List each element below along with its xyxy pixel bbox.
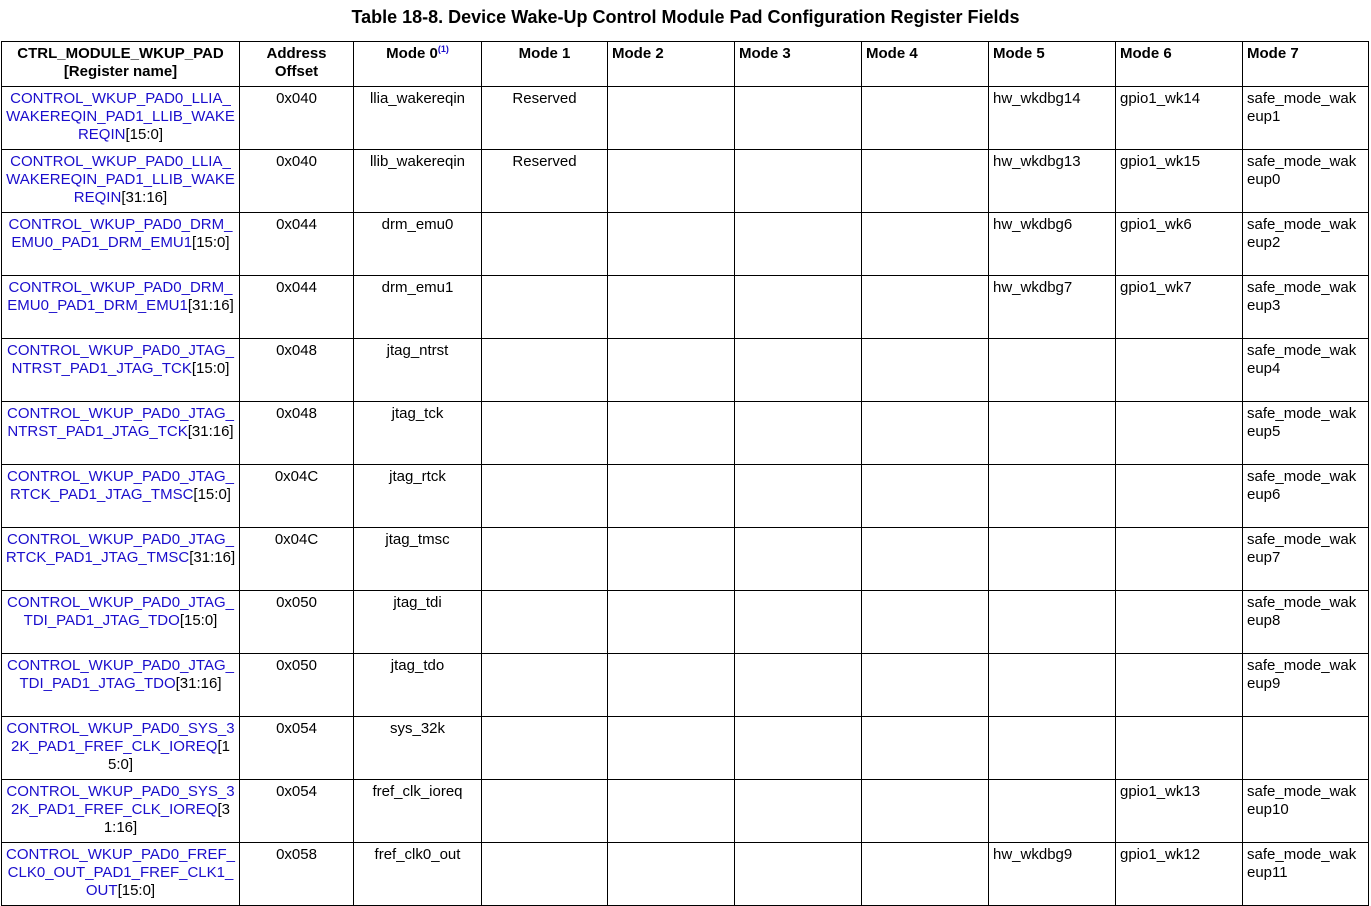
- header-row: [2, 42, 1369, 87]
- mode3-cell: [735, 276, 862, 339]
- register-bits: [15:0]: [117, 882, 156, 899]
- header-mode7: Mode 7: [1243, 42, 1369, 87]
- table-row: [2, 276, 1369, 339]
- header-offset-line1: Address: [266, 45, 327, 62]
- header-register: [2, 42, 240, 87]
- register-link[interactable]: CONTROL_WKUP_PAD0_DRM_EMU0_PAD1_DRM_EMU1: [7, 279, 233, 314]
- footnote-link[interactable]: (1): [437, 44, 449, 54]
- mode2-cell: [608, 843, 735, 906]
- mode4-cell: [862, 402, 989, 465]
- header-offset-line2: Offset: [274, 63, 319, 80]
- mode7-cell: safe_mode_wakeup10: [1243, 780, 1369, 843]
- mode2-cell: [608, 717, 735, 780]
- mode4-cell: [862, 87, 989, 150]
- mode4-cell: [862, 339, 989, 402]
- register-cell: [2, 465, 240, 528]
- mode1-cell: [482, 465, 608, 528]
- mode1-cell: Reserved: [482, 150, 608, 213]
- mode4-cell: [862, 276, 989, 339]
- register-link[interactable]: CONTROL_WKUP_PAD0_JTAG_NTRST_PAD1_JTAG_TCK: [7, 405, 234, 440]
- register-bits: [15:0]: [191, 360, 230, 377]
- table-row: [2, 465, 1369, 528]
- mode3-cell: [735, 339, 862, 402]
- table-row: [2, 402, 1369, 465]
- mode2-cell: [608, 528, 735, 591]
- register-link[interactable]: CONTROL_WKUP_PAD0_JTAG_TDI_PAD1_JTAG_TDO: [7, 657, 234, 692]
- register-cell: [2, 528, 240, 591]
- mode2-cell: [608, 465, 735, 528]
- table-row: [2, 339, 1369, 402]
- mode5-cell: [989, 528, 1116, 591]
- mode7-cell: [1243, 717, 1369, 780]
- register-bits: [31:16]: [175, 675, 222, 692]
- register-link[interactable]: CONTROL_WKUP_PAD0_LLIA_WAKEREQIN_PAD1_LLIB_WAKEREQIN: [6, 153, 235, 206]
- mode0-cell: llib_wakereqin: [354, 150, 482, 213]
- register-cell: [2, 339, 240, 402]
- offset-cell: 0x058: [240, 843, 354, 906]
- register-link[interactable]: CONTROL_WKUP_PAD0_LLIA_WAKEREQIN_PAD1_LLIB_WAKEREQIN: [6, 90, 235, 143]
- mode5-cell: [989, 465, 1116, 528]
- header-offset: [240, 42, 354, 87]
- mode4-cell: [862, 780, 989, 843]
- mode5-cell: hw_wkdbg9: [989, 843, 1116, 906]
- mode0-cell: drm_emu0: [354, 213, 482, 276]
- register-bits: [31:16]: [103, 801, 230, 836]
- mode2-cell: [608, 87, 735, 150]
- header-mode6: Mode 6: [1116, 42, 1243, 87]
- mode7-cell: safe_mode_wakeup9: [1243, 654, 1369, 717]
- register-bits: [15:0]: [193, 486, 231, 503]
- register-link[interactable]: CONTROL_WKUP_PAD0_DRM_EMU0_PAD1_DRM_EMU1: [8, 216, 233, 251]
- offset-cell: 0x054: [240, 717, 354, 780]
- register-bits: [31:16]: [121, 189, 168, 206]
- mode7-cell: safe_mode_wakeup7: [1243, 528, 1369, 591]
- mode0-cell: jtag_tdi: [354, 591, 482, 654]
- mode7-cell: safe_mode_wakeup5: [1243, 402, 1369, 465]
- offset-cell: 0x044: [240, 276, 354, 339]
- register-bits: [15:0]: [179, 612, 218, 629]
- register-bits: [15:0]: [107, 738, 230, 773]
- mode4-cell: [862, 465, 989, 528]
- register-link[interactable]: CONTROL_WKUP_PAD0_SYS_32K_PAD1_FREF_CLK_IOREQ: [6, 783, 235, 818]
- mode6-cell: gpio1_wk12: [1116, 843, 1243, 906]
- table-row: [2, 780, 1369, 843]
- register-link[interactable]: CONTROL_WKUP_PAD0_JTAG_RTCK_PAD1_JTAG_TMSC: [5, 531, 234, 566]
- mode1-cell: [482, 213, 608, 276]
- mode6-cell: [1116, 654, 1243, 717]
- register-link[interactable]: CONTROL_WKUP_PAD0_JTAG_RTCK_PAD1_JTAG_TMSC: [7, 468, 234, 503]
- mode0-cell: sys_32k: [354, 717, 482, 780]
- offset-cell: 0x054: [240, 780, 354, 843]
- mode1-cell: [482, 780, 608, 843]
- offset-cell: 0x048: [240, 402, 354, 465]
- mode5-cell: hw_wkdbg13: [989, 150, 1116, 213]
- mode6-cell: [1116, 465, 1243, 528]
- table-row: [2, 87, 1369, 150]
- mode4-cell: [862, 213, 989, 276]
- mode7-cell: safe_mode_wakeup4: [1243, 339, 1369, 402]
- header-register-line1: CTRL_MODULE_WKUP_PAD: [17, 45, 224, 62]
- mode0-cell: jtag_tdo: [354, 654, 482, 717]
- mode3-cell: [735, 528, 862, 591]
- table-row: [2, 843, 1369, 906]
- register-cell: [2, 591, 240, 654]
- mode2-cell: [608, 654, 735, 717]
- register-cell: [2, 402, 240, 465]
- mode1-cell: [482, 717, 608, 780]
- mode3-cell: [735, 843, 862, 906]
- table-row: [2, 150, 1369, 213]
- mode5-cell: [989, 654, 1116, 717]
- mode6-cell: gpio1_wk6: [1116, 213, 1243, 276]
- mode6-cell: gpio1_wk7: [1116, 276, 1243, 339]
- mode0-cell: jtag_tmsc: [354, 528, 482, 591]
- table-title: Table 18-8. Device Wake-Up Control Module Pad Configuration Register Fields: [351, 7, 1020, 27]
- header-mode2: Mode 2: [608, 42, 735, 87]
- mode1-cell: [482, 843, 608, 906]
- mode1-cell: Reserved: [482, 87, 608, 150]
- mode2-cell: [608, 339, 735, 402]
- mode0-cell: jtag_tck: [354, 402, 482, 465]
- mode0-cell: llia_wakereqin: [354, 87, 482, 150]
- table-row: [2, 717, 1369, 780]
- register-link[interactable]: CONTROL_WKUP_PAD0_FREF_CLK0_OUT_PAD1_FREF_CLK1_OUT: [6, 846, 235, 899]
- pad-config-table: [1, 41, 1369, 906]
- offset-cell: 0x04C: [240, 528, 354, 591]
- mode6-cell: gpio1_wk13: [1116, 780, 1243, 843]
- register-cell: [2, 780, 240, 843]
- register-cell: [2, 150, 240, 213]
- register-bits: [15:0]: [125, 126, 164, 143]
- register-cell: [2, 843, 240, 906]
- mode7-cell: safe_mode_wakeup11: [1243, 843, 1369, 906]
- mode1-cell: [482, 654, 608, 717]
- mode3-cell: [735, 591, 862, 654]
- mode4-cell: [862, 150, 989, 213]
- table-body: [2, 87, 1369, 906]
- mode2-cell: [608, 402, 735, 465]
- mode1-cell: [482, 591, 608, 654]
- register-link[interactable]: CONTROL_WKUP_PAD0_JTAG_NTRST_PAD1_JTAG_TCK: [7, 342, 234, 377]
- header-mode3: Mode 3: [735, 42, 862, 87]
- register-cell: [2, 87, 240, 150]
- header-mode4: Mode 4: [862, 42, 989, 87]
- mode5-cell: [989, 591, 1116, 654]
- mode6-cell: [1116, 528, 1243, 591]
- mode5-cell: [989, 339, 1116, 402]
- register-bits: [31:16]: [187, 297, 234, 314]
- mode0-cell: jtag_ntrst: [354, 339, 482, 402]
- offset-cell: 0x050: [240, 591, 354, 654]
- offset-cell: 0x040: [240, 150, 354, 213]
- header-register-line2: [Register name]: [63, 63, 178, 80]
- mode0-cell: fref_clk_ioreq: [354, 780, 482, 843]
- mode2-cell: [608, 780, 735, 843]
- offset-cell: 0x044: [240, 213, 354, 276]
- mode3-cell: [735, 465, 862, 528]
- mode3-cell: [735, 717, 862, 780]
- register-cell: [2, 654, 240, 717]
- mode3-cell: [735, 402, 862, 465]
- mode5-cell: hw_wkdbg6: [989, 213, 1116, 276]
- offset-cell: 0x048: [240, 339, 354, 402]
- register-bits: [31:16]: [187, 423, 234, 440]
- mode4-cell: [862, 528, 989, 591]
- mode7-cell: safe_mode_wakeup6: [1243, 465, 1369, 528]
- register-link[interactable]: CONTROL_WKUP_PAD0_JTAG_TDI_PAD1_JTAG_TDO: [7, 594, 234, 629]
- mode5-cell: [989, 402, 1116, 465]
- mode6-cell: [1116, 339, 1243, 402]
- mode6-cell: gpio1_wk14: [1116, 87, 1243, 150]
- offset-cell: 0x050: [240, 654, 354, 717]
- mode3-cell: [735, 780, 862, 843]
- mode7-cell: safe_mode_wakeup8: [1243, 591, 1369, 654]
- mode7-cell: safe_mode_wakeup0: [1243, 150, 1369, 213]
- mode4-cell: [862, 717, 989, 780]
- mode6-cell: gpio1_wk15: [1116, 150, 1243, 213]
- mode0-cell: jtag_rtck: [354, 465, 482, 528]
- register-cell: [2, 717, 240, 780]
- mode1-cell: [482, 528, 608, 591]
- mode7-cell: safe_mode_wakeup1: [1243, 87, 1369, 150]
- mode1-cell: [482, 339, 608, 402]
- mode6-cell: [1116, 591, 1243, 654]
- register-bits: [31:16]: [189, 549, 236, 566]
- mode5-cell: hw_wkdbg7: [989, 276, 1116, 339]
- header-mode0: [354, 42, 482, 87]
- mode4-cell: [862, 654, 989, 717]
- mode3-cell: [735, 87, 862, 150]
- table-row: [2, 213, 1369, 276]
- mode2-cell: [608, 213, 735, 276]
- header-mode5: Mode 5: [989, 42, 1116, 87]
- mode2-cell: [608, 150, 735, 213]
- mode2-cell: [608, 591, 735, 654]
- register-link[interactable]: CONTROL_WKUP_PAD0_SYS_32K_PAD1_FREF_CLK_IOREQ: [6, 720, 235, 755]
- table-row: [2, 591, 1369, 654]
- offset-cell: 0x04C: [240, 465, 354, 528]
- header-mode0-label: Mode 0: [386, 45, 438, 62]
- mode7-cell: safe_mode_wakeup3: [1243, 276, 1369, 339]
- offset-cell: 0x040: [240, 87, 354, 150]
- mode4-cell: [862, 843, 989, 906]
- table-row: [2, 654, 1369, 717]
- mode5-cell: [989, 717, 1116, 780]
- register-cell: [2, 276, 240, 339]
- mode6-cell: [1116, 402, 1243, 465]
- mode3-cell: [735, 213, 862, 276]
- register-bits: [15:0]: [192, 234, 230, 251]
- mode5-cell: hw_wkdbg14: [989, 87, 1116, 150]
- mode1-cell: [482, 402, 608, 465]
- mode2-cell: [608, 276, 735, 339]
- register-cell: [2, 213, 240, 276]
- mode3-cell: [735, 654, 862, 717]
- mode4-cell: [862, 591, 989, 654]
- mode5-cell: [989, 780, 1116, 843]
- mode1-cell: [482, 276, 608, 339]
- mode3-cell: [735, 150, 862, 213]
- table-row: [2, 528, 1369, 591]
- header-mode1: Mode 1: [482, 42, 608, 87]
- mode0-cell: fref_clk0_out: [354, 843, 482, 906]
- mode6-cell: [1116, 717, 1243, 780]
- mode7-cell: safe_mode_wakeup2: [1243, 213, 1369, 276]
- mode0-cell: drm_emu1: [354, 276, 482, 339]
